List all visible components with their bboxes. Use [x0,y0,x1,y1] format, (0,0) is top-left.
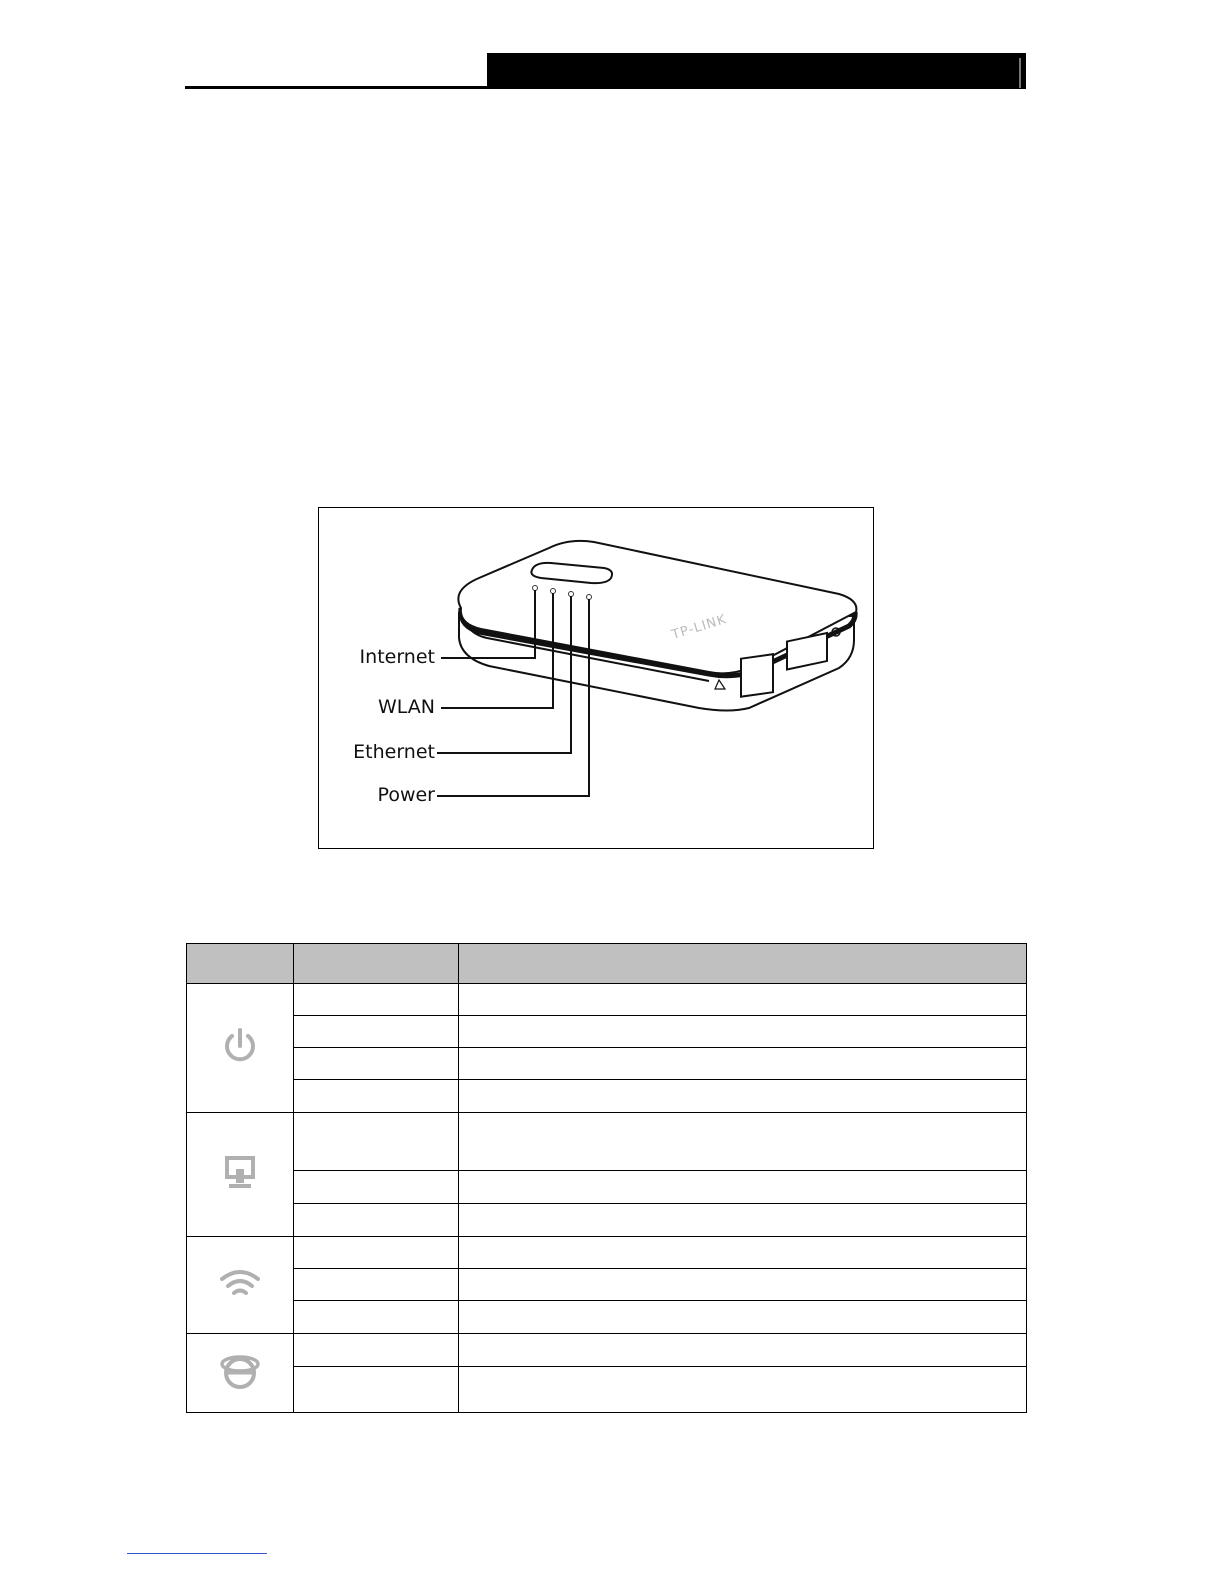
status-cell [294,1113,459,1171]
table-row [187,1301,1027,1334]
status-cell [294,1171,459,1204]
indication-cell [459,1334,1027,1367]
indication-cell [459,1204,1027,1237]
indication-cell [459,1301,1027,1334]
callout-wlan: WLAN [377,696,435,718]
ethernet-led-cell [187,1113,294,1237]
table-row [187,1016,1027,1048]
table-row [187,1171,1027,1204]
status-cell [294,1367,459,1413]
indication-cell [459,1237,1027,1269]
power-led-cell [187,984,294,1113]
wlan-icon [218,1263,262,1303]
power-icon [220,1026,260,1066]
indication-cell [459,1171,1027,1204]
logo-text: TP-LINK [670,612,729,643]
indication-cell [459,1016,1027,1048]
status-cell [294,1301,459,1334]
status-cell [294,1269,459,1301]
status-cell [294,984,459,1016]
status-cell [294,1204,459,1237]
header-status [294,944,459,984]
header-indication [459,944,1027,984]
callout-ethernet: Ethernet [353,741,435,763]
device-figure [318,507,874,849]
status-cell [294,1048,459,1080]
table-row [187,984,1027,1016]
wlan-led-cell [187,1237,294,1334]
indication-cell [459,1080,1027,1113]
indication-cell [459,1048,1027,1080]
footer-link-rule [127,1553,267,1554]
table-header-row [187,944,1027,984]
table-row [187,1334,1027,1367]
ethernet-icon [220,1152,260,1192]
status-cell [294,1237,459,1269]
status-cell [294,1016,459,1048]
indication-cell [459,1113,1027,1171]
table-row [187,1237,1027,1269]
status-cell [294,1080,459,1113]
internet-led-cell [187,1334,294,1413]
internet-icon [218,1349,262,1393]
ethernet-port [741,654,773,696]
callout-internet: Internet [359,646,435,668]
table-row [187,1048,1027,1080]
table-row [187,1204,1027,1237]
header-bar [487,53,1026,89]
indication-cell [459,1269,1027,1301]
table-row [187,1367,1027,1413]
callout-power: Power [377,784,435,806]
table-row [187,1080,1027,1113]
status-cell [294,1334,459,1367]
led-status-table [186,943,1027,1413]
table-row [187,1269,1027,1301]
header-led [187,944,294,984]
indication-cell [459,984,1027,1016]
table-row [187,1113,1027,1171]
indication-cell [459,1367,1027,1413]
